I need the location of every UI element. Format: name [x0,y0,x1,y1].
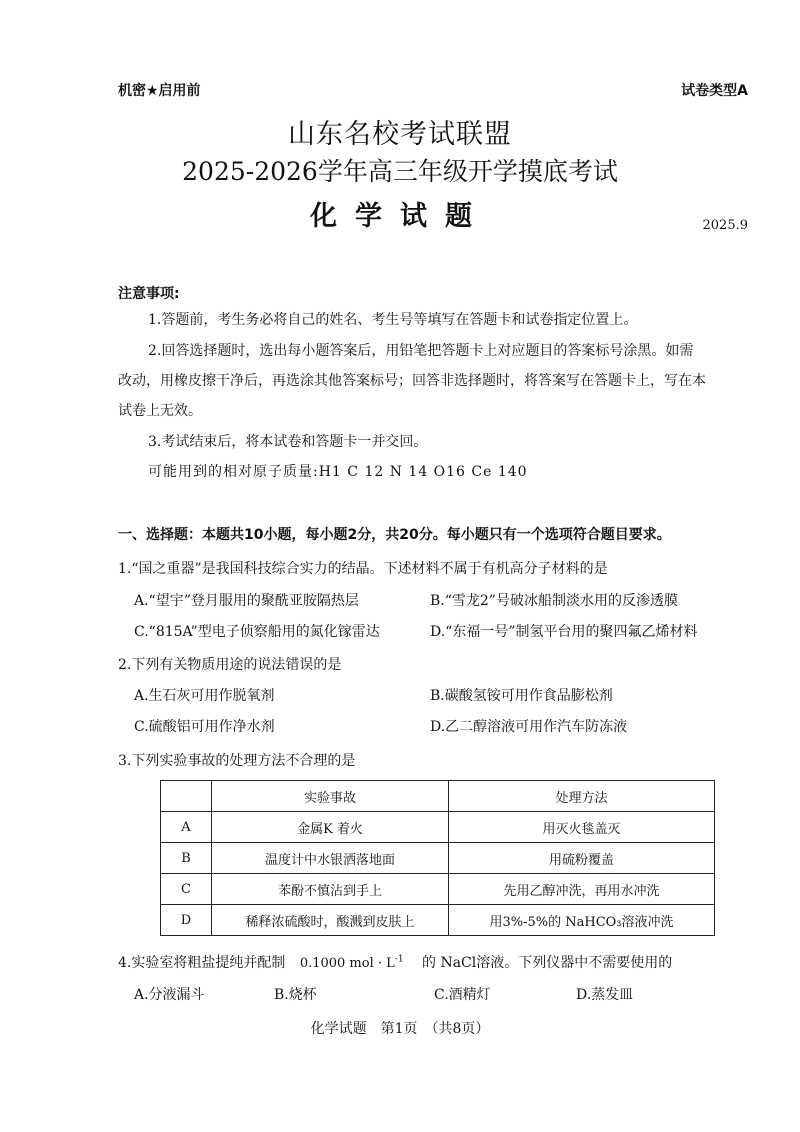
table-row [161,843,715,874]
table-header-method: 处理方法 [449,781,715,812]
question-4-option-b: B.烧杯 [274,987,317,1003]
accident-cell: 苯酚不慎沾到手上 [212,874,449,905]
question-4-option-c: C.酒精灯 [434,987,491,1003]
question-2-option-a: A.生石灰可用作脱氧剂 [134,688,275,704]
row-label: C [161,874,212,905]
note-item-2-cont: 改动，用橡皮擦干净后，再选涂其他答案标号；回答非选择题时，将答案写在答题卡上，写在本 [118,373,706,389]
question-2-option-b: B.碳酸氢铵可用作食品膨松剂 [430,688,613,704]
table-row [161,874,715,905]
question-4-stem [118,952,672,972]
notes-heading: 注意事项: [118,286,180,302]
confidential-label: 机密★启用前 [118,83,201,99]
question-2-stem: 2.下列有关物质用途的说法错误的是 [118,657,342,673]
question-3-stem: 3.下列实验事故的处理方法不合理的是 [118,753,356,769]
concentration-exponent: -1 [394,954,404,965]
question-1-option-c: C.“815A”型电子侦察船用的氮化镓雷达 [134,624,380,640]
paper-type-label: 试卷类型A [681,83,748,99]
accident-handling-table [160,780,715,936]
section-heading: 一、选择题：本题共10小题，每小题2分，共20分。每小题只有一个选项符合题目要求。 [118,527,671,543]
method-cell: 用3%-5%的 NaHCO₃溶液冲洗 [449,905,715,936]
table-header-cell [161,781,212,812]
question-2-option-c: C.硫酸铝可用作净水剂 [134,719,275,735]
method-cell: 用灭火毯盖灭 [449,812,715,843]
question-1-option-d: D.“东福一号”制氢平台用的聚四氟乙烯材料 [430,624,698,640]
atomic-mass-note: 可能用到的相对原子质量:H1 C 12 N 14 O16 Ce 140 [148,464,528,480]
question-1-stem: 1.“国之重器”是我国科技综合实力的结晶。下述材料不属于有机高分子材料的是 [118,561,608,577]
note-item-1: 1.答题前，考生务必将自己的姓名、考生号等填写在答题卡和试卷指定位置上。 [148,312,638,328]
row-label: B [161,843,212,874]
question-1-option-a: A.“望宇”登月服用的聚酰亚胺隔热层 [134,593,359,609]
table-header-accident: 实验事故 [212,781,449,812]
table-row [161,812,715,843]
accident-cell: 金属K 着火 [212,812,449,843]
accident-cell: 稀释浓硫酸时，酸溅到皮肤上 [212,905,449,936]
question-4-option-a: A.分液漏斗 [134,987,205,1003]
row-label: D [161,905,212,936]
accident-cell: 温度计中水银洒落地面 [212,843,449,874]
exam-date: 2025.9 [702,218,748,233]
exam-alliance-title: 山东名校考试联盟 [288,119,512,150]
note-item-2: 2.回答选择题时，选出每小题答案后，用铅笔把答题卡上对应题目的答案标号涂黑。如需 [148,343,694,359]
concentration-value: 0.1000 mol · L [299,956,395,971]
question-2-option-d: D.乙二醇溶液可用作汽车防冻液 [430,719,628,735]
method-cell: 用硫粉覆盖 [449,843,715,874]
question-1-option-b: B.“雪龙2”号破冰船制淡水用的反渗透膜 [430,593,678,609]
table-header-row [161,781,715,812]
question-4-stem-start: 4.实验室将粗盐提纯并配制 [118,955,286,971]
note-item-3: 3.考试结束后，将本试卷和答题卡一并交回。 [148,434,428,450]
note-item-2-end: 试卷上无效。 [118,403,202,419]
table-row [161,905,715,936]
question-4-option-d: D.蒸发皿 [576,987,634,1003]
exam-name-title: 2025-2026学年高三年级开学摸底考试 [182,157,618,186]
question-4-stem-end: 的 NaCl溶液。下列仪器中不需要使用的 [422,955,673,971]
method-cell: 先用乙醇冲洗，再用水冲洗 [449,874,715,905]
page-footer: 化学试题 第1页 （共8页） [310,1021,490,1037]
row-label: A [161,812,212,843]
subject-title: 化学试题 [310,201,490,232]
